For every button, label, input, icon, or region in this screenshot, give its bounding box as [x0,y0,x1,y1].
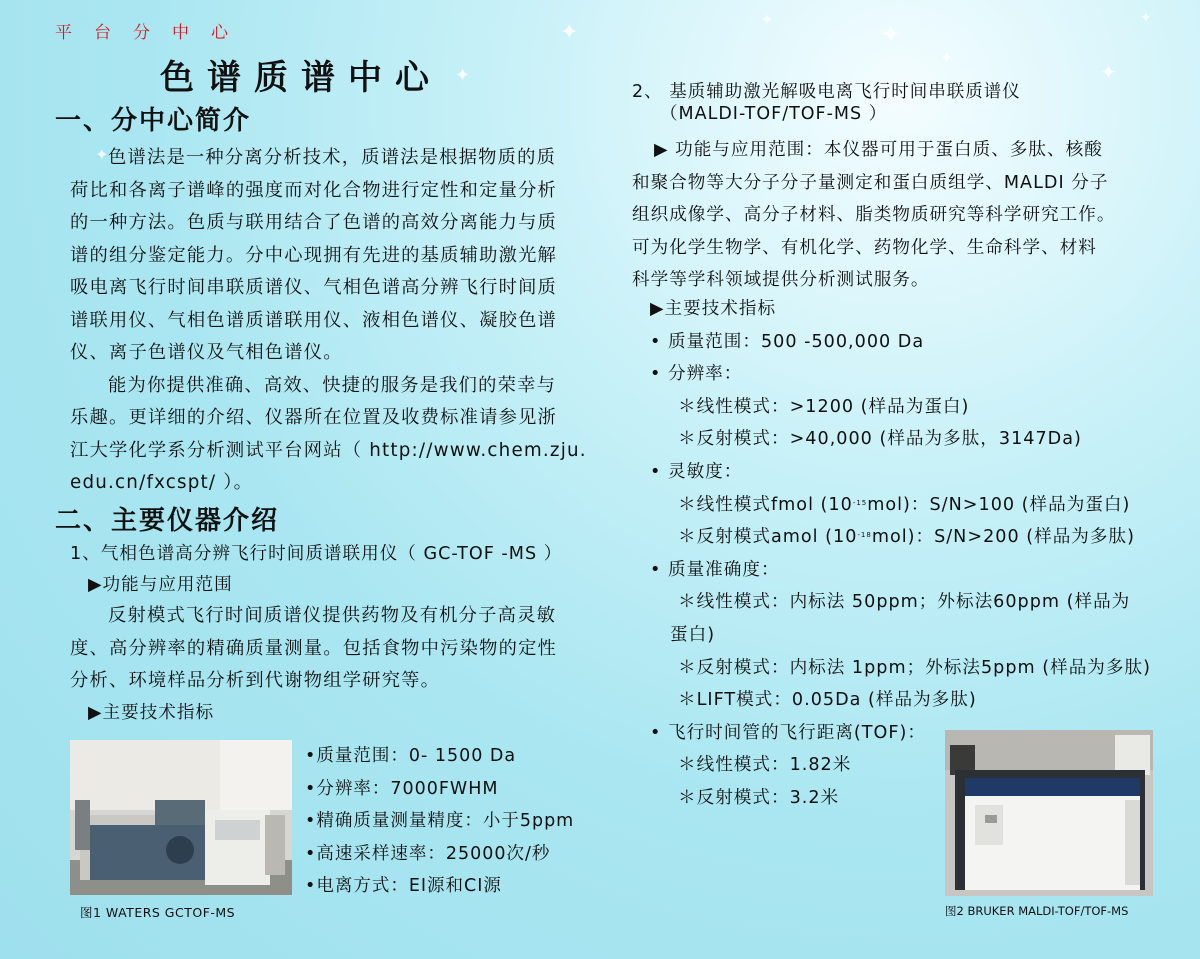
func-line: 组织成像学、高分子材料、脂类物质研究等科学研究工作。 [632,205,1116,226]
inst1-func-heading: ▶功能与应用范围 [88,575,233,595]
spec-acc-linear: ＊线性模式：内标法 50ppm；外标法60ppm (样品为 [678,592,1131,613]
func-line: 度、高分辨率的精确质量测量。包括食物中污染物的定性 [70,637,558,659]
spec-sens-linear [650,489,1151,522]
inst1-title: 1、气相色谱高分辨飞行时间质谱联用仪（ GC-TOF -MS ） [70,544,563,564]
spec-item: •分辨率：7000FWHM [305,778,499,799]
inst1-func-text [70,600,610,698]
intro-line: 乐趣。更详细的介绍、仪器所在位置及收费标准请参见浙 [70,407,558,428]
spec-item: •精确质量测量精度：小于5ppm [305,811,575,831]
inst2-title-line2: （MALDI-TOF/TOF-MS ） [660,104,888,124]
intro-line: 吸电离飞行时间串联质谱仪、气相色谱高分辨飞行时间质 [70,277,558,298]
inst1-spec-heading: ▶主要技术指标 [88,703,215,723]
spec-heading: ▶主要技术指标 [650,299,777,319]
intro-line: 荷比和各离子谱峰的强度而对化合物进行定性和定量分析 [70,179,558,201]
spec-item: •质量范围：0- 1500 Da [305,746,517,766]
inst2-title-line1: 2、 基质辅助激光解吸电离飞行时间串联质谱仪 [632,82,1021,102]
sens-linear-b: mol)：S/N>100 (样品为蛋白) [867,494,1131,515]
figure2-caption: 图2 BRUKER MALDI-TOF/TOF-MS [945,904,1129,918]
inst1-specs [305,740,574,903]
sens-reflect-exp: -18 [857,531,872,540]
sens-linear-exp: -15 [852,498,868,507]
spec-mass-range: • 质量范围：500 -500,000 Da [650,331,925,352]
spec-resolution: • 分辨率： [650,364,743,385]
spec-item: •电离方式：EI源和CI源 [305,876,502,896]
spec-acc-lift: ＊LIFT模式：0.05Da (样品为多肽) [678,690,977,711]
sens-reflect-a: ＊反射模式amol (10 [678,527,858,548]
func-line: 可为化学生物学、有机化学、药物化学、生命科学、材料 [632,237,1097,258]
intro-line: 谱的组分鉴定能力。分中心现拥有先进的基质辅助激光解 [70,244,558,266]
func-line: 分析、环境样品分析到代谢物组学研究等。 [70,670,441,691]
intro-line: edu.cn/fxcspt/ ）。 [70,472,254,493]
spec-acc-reflect: ＊反射模式：内标法 1ppm；外标法5ppm (样品为多肽) [678,657,1151,678]
intro-line: 仪、离子色谱仪及气相色谱仪。 [70,342,343,363]
spec-item: •高速采样速率：25000次/秒 [305,843,551,864]
maldi-tof-photo [945,730,1153,896]
figure1-caption: 图1 WATERS GCTOF-MS [80,905,236,920]
intro-text [70,142,605,500]
page-title: 色谱质谱中心 [160,58,442,98]
func-line: 和聚合物等大分子分子量测定和蛋白质组学、MALDI 分子 [632,172,1109,193]
spec-tof: • 飞行时间管的飞行距离(TOF)： [650,722,926,743]
sens-linear-a: ＊线性模式fmol (10 [678,494,853,515]
intro-line: 的一种方法。色质与联用结合了色谱的高效分离能力与质 [70,212,558,233]
spec-accuracy: • 质量准确度： [650,559,780,580]
spec-tof-linear: ＊线性模式：1.82米 [678,755,852,776]
inst2-func-text [632,134,1115,297]
spec-sens-reflect [650,521,1151,554]
spec-sensitivity: • 灵敏度： [650,461,743,482]
gctof-ms-photo [70,740,292,895]
intro-line: 色谱法是一种分离分析技术，质谱法是根据物质的质 [108,147,557,168]
func-line: 反射模式飞行时间质谱仪提供药物及有机分子高灵敏 [108,605,557,626]
intro-line: 江大学化学系分析测试平台网站（ http://www.chem.zju. [70,439,587,461]
spec-acc-linear-cont: 蛋白) [670,624,716,645]
section1-heading: 一、分中心简介 [55,106,252,136]
func-line: ▶ 功能与应用范围：本仪器可用于蛋白质、多肽、核酸 [654,140,1103,160]
spec-res-linear: ＊线性模式：>1200 (样品为蛋白) [678,396,970,417]
section2-heading: 二、主要仪器介绍 [55,506,280,536]
sens-reflect-b: mol)：S/N>200 (样品为多肽) [871,527,1135,548]
func-line: 科学等学科领域提供分析测试服务。 [632,270,930,291]
platform-tag: 平台分中心 [55,23,250,43]
spec-tof-reflect: ＊反射模式：3.2米 [678,787,840,808]
intro-line: 谱联用仪、气相色谱质谱联用仪、液相色谱仪、凝胶色谱 [70,309,558,331]
spec-res-reflect: ＊反射模式：>40,000 (样品为多肽，3147Da) [678,429,1082,450]
intro-line: 能为你提供准确、高效、快捷的服务是我们的荣幸与 [108,374,557,396]
